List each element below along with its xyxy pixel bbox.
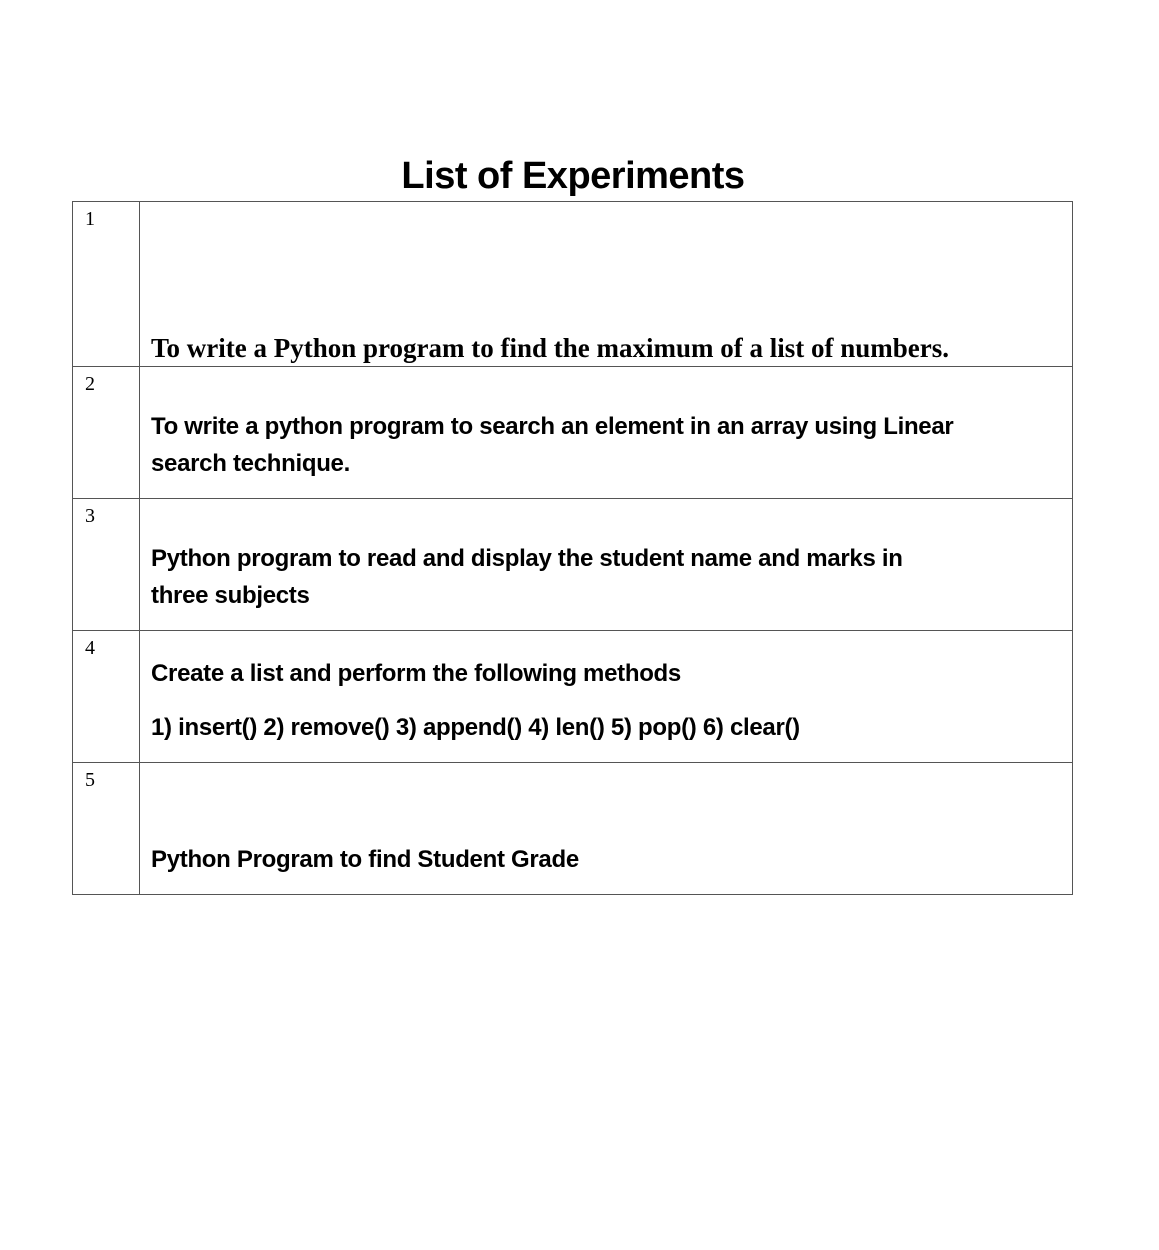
table-row: [73, 367, 1073, 499]
experiment-text: To write a Python program to find the maximum of a list of numbers.: [151, 333, 949, 363]
experiment-description: [140, 763, 1073, 895]
experiment-number: 1: [73, 202, 140, 367]
experiment-description: [140, 367, 1073, 499]
experiment-text: To write a python program to search an element in an array using Linear: [151, 413, 954, 440]
experiment-text: search technique.: [151, 450, 350, 477]
experiment-text: Python Program to find Student Grade: [151, 846, 579, 873]
experiment-description: [140, 499, 1073, 631]
experiment-text: three subjects: [151, 582, 310, 609]
table-row: [73, 202, 1073, 367]
experiment-number: 2: [73, 367, 140, 499]
experiment-description: [140, 202, 1073, 367]
experiment-text: Create a list and perform the following methods: [151, 660, 681, 687]
experiments-table: [72, 201, 1073, 895]
table-row: [73, 631, 1073, 763]
table-row: [73, 499, 1073, 631]
experiment-description: [140, 631, 1073, 763]
experiment-number: 5: [73, 763, 140, 895]
table-row: [73, 763, 1073, 895]
experiment-number: 4: [73, 631, 140, 763]
experiment-text: Python program to read and display the student name and marks in: [151, 545, 903, 572]
experiment-number: 3: [73, 499, 140, 631]
experiment-text: 1) insert() 2) remove() 3) append() 4) len() 5) pop() 6) clear(): [151, 714, 800, 741]
page-title: List of Experiments: [401, 155, 745, 197]
